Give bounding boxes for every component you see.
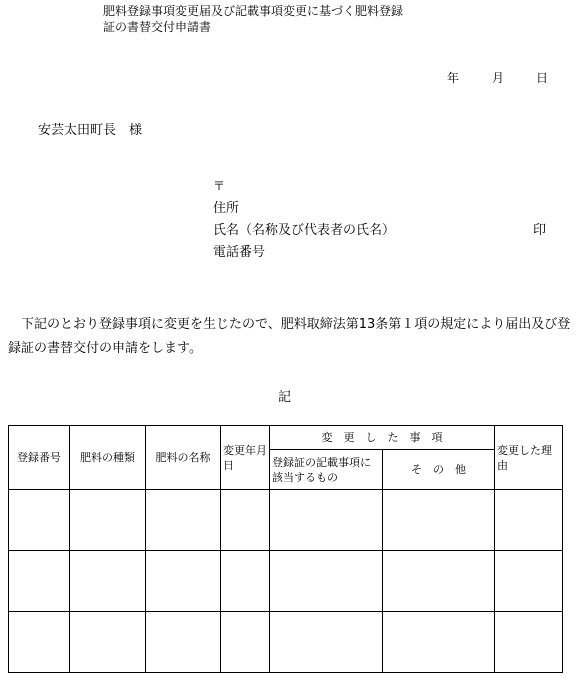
date-year-label: 年 [447,71,460,85]
name-label: 氏名（名称及び代表者の氏名） [213,223,396,238]
table-row [9,490,563,551]
header-fertilizer-type: 肥料の種類 [70,426,146,490]
phone-label: 電話番号 [213,245,266,260]
table-cell[interactable] [221,551,270,612]
table-cell[interactable] [70,551,146,612]
table-cell[interactable] [495,551,563,612]
table-cell[interactable] [495,490,563,551]
table-cell[interactable] [146,551,221,612]
table-cell[interactable] [146,490,221,551]
header-change-reason: 変更した理由 [495,426,563,490]
table-cell[interactable] [221,490,270,551]
table-cell[interactable] [383,490,495,551]
table-row [9,612,563,673]
table-cell[interactable] [9,551,70,612]
table-cell[interactable] [221,612,270,673]
table-cell[interactable] [383,551,495,612]
table-cell[interactable] [70,490,146,551]
header-other: そ の 他 [383,450,495,490]
header-changed-items: 変 更 し た 事 項 [270,426,495,450]
table-row [9,551,563,612]
addressee: 安芸太田町長 様 [38,123,143,138]
address-label: 住所 [213,201,240,216]
date-month-label: 月 [492,71,505,85]
postal-mark: 〒 [213,179,226,193]
table-cell[interactable] [495,612,563,673]
table-cell[interactable] [270,612,383,673]
date-day-label: 日 [536,71,549,85]
table-cell[interactable] [146,612,221,673]
table-header-row-1 [9,426,563,450]
table-cell[interactable] [270,490,383,551]
ki-heading: 記 [278,390,292,405]
table-cell[interactable] [270,551,383,612]
table-cell[interactable] [70,612,146,673]
header-certificate-items: 登録証の記載事項に該当するもの [270,450,383,490]
header-reg-no: 登録番号 [9,426,70,490]
seal-mark: 印 [533,223,547,238]
form-title-line2: 証の書替交付申請書 [103,20,212,34]
change-items-table [8,425,563,673]
table-cell[interactable] [383,612,495,673]
body-paragraph: 下記のとおり登録事項に変更を生じたので、肥料取締法第13条第１項の規定により届出及び登録証の書替交付の申請をします。 [8,317,571,356]
header-fertilizer-name: 肥料の名称 [146,426,221,490]
header-change-date: 変更年月日 [221,426,270,490]
table-cell[interactable] [9,612,70,673]
form-title-line1: 肥料登録事項変更届及び記載事項変更に基づく肥料登録 [103,4,404,18]
table-cell[interactable] [9,490,70,551]
